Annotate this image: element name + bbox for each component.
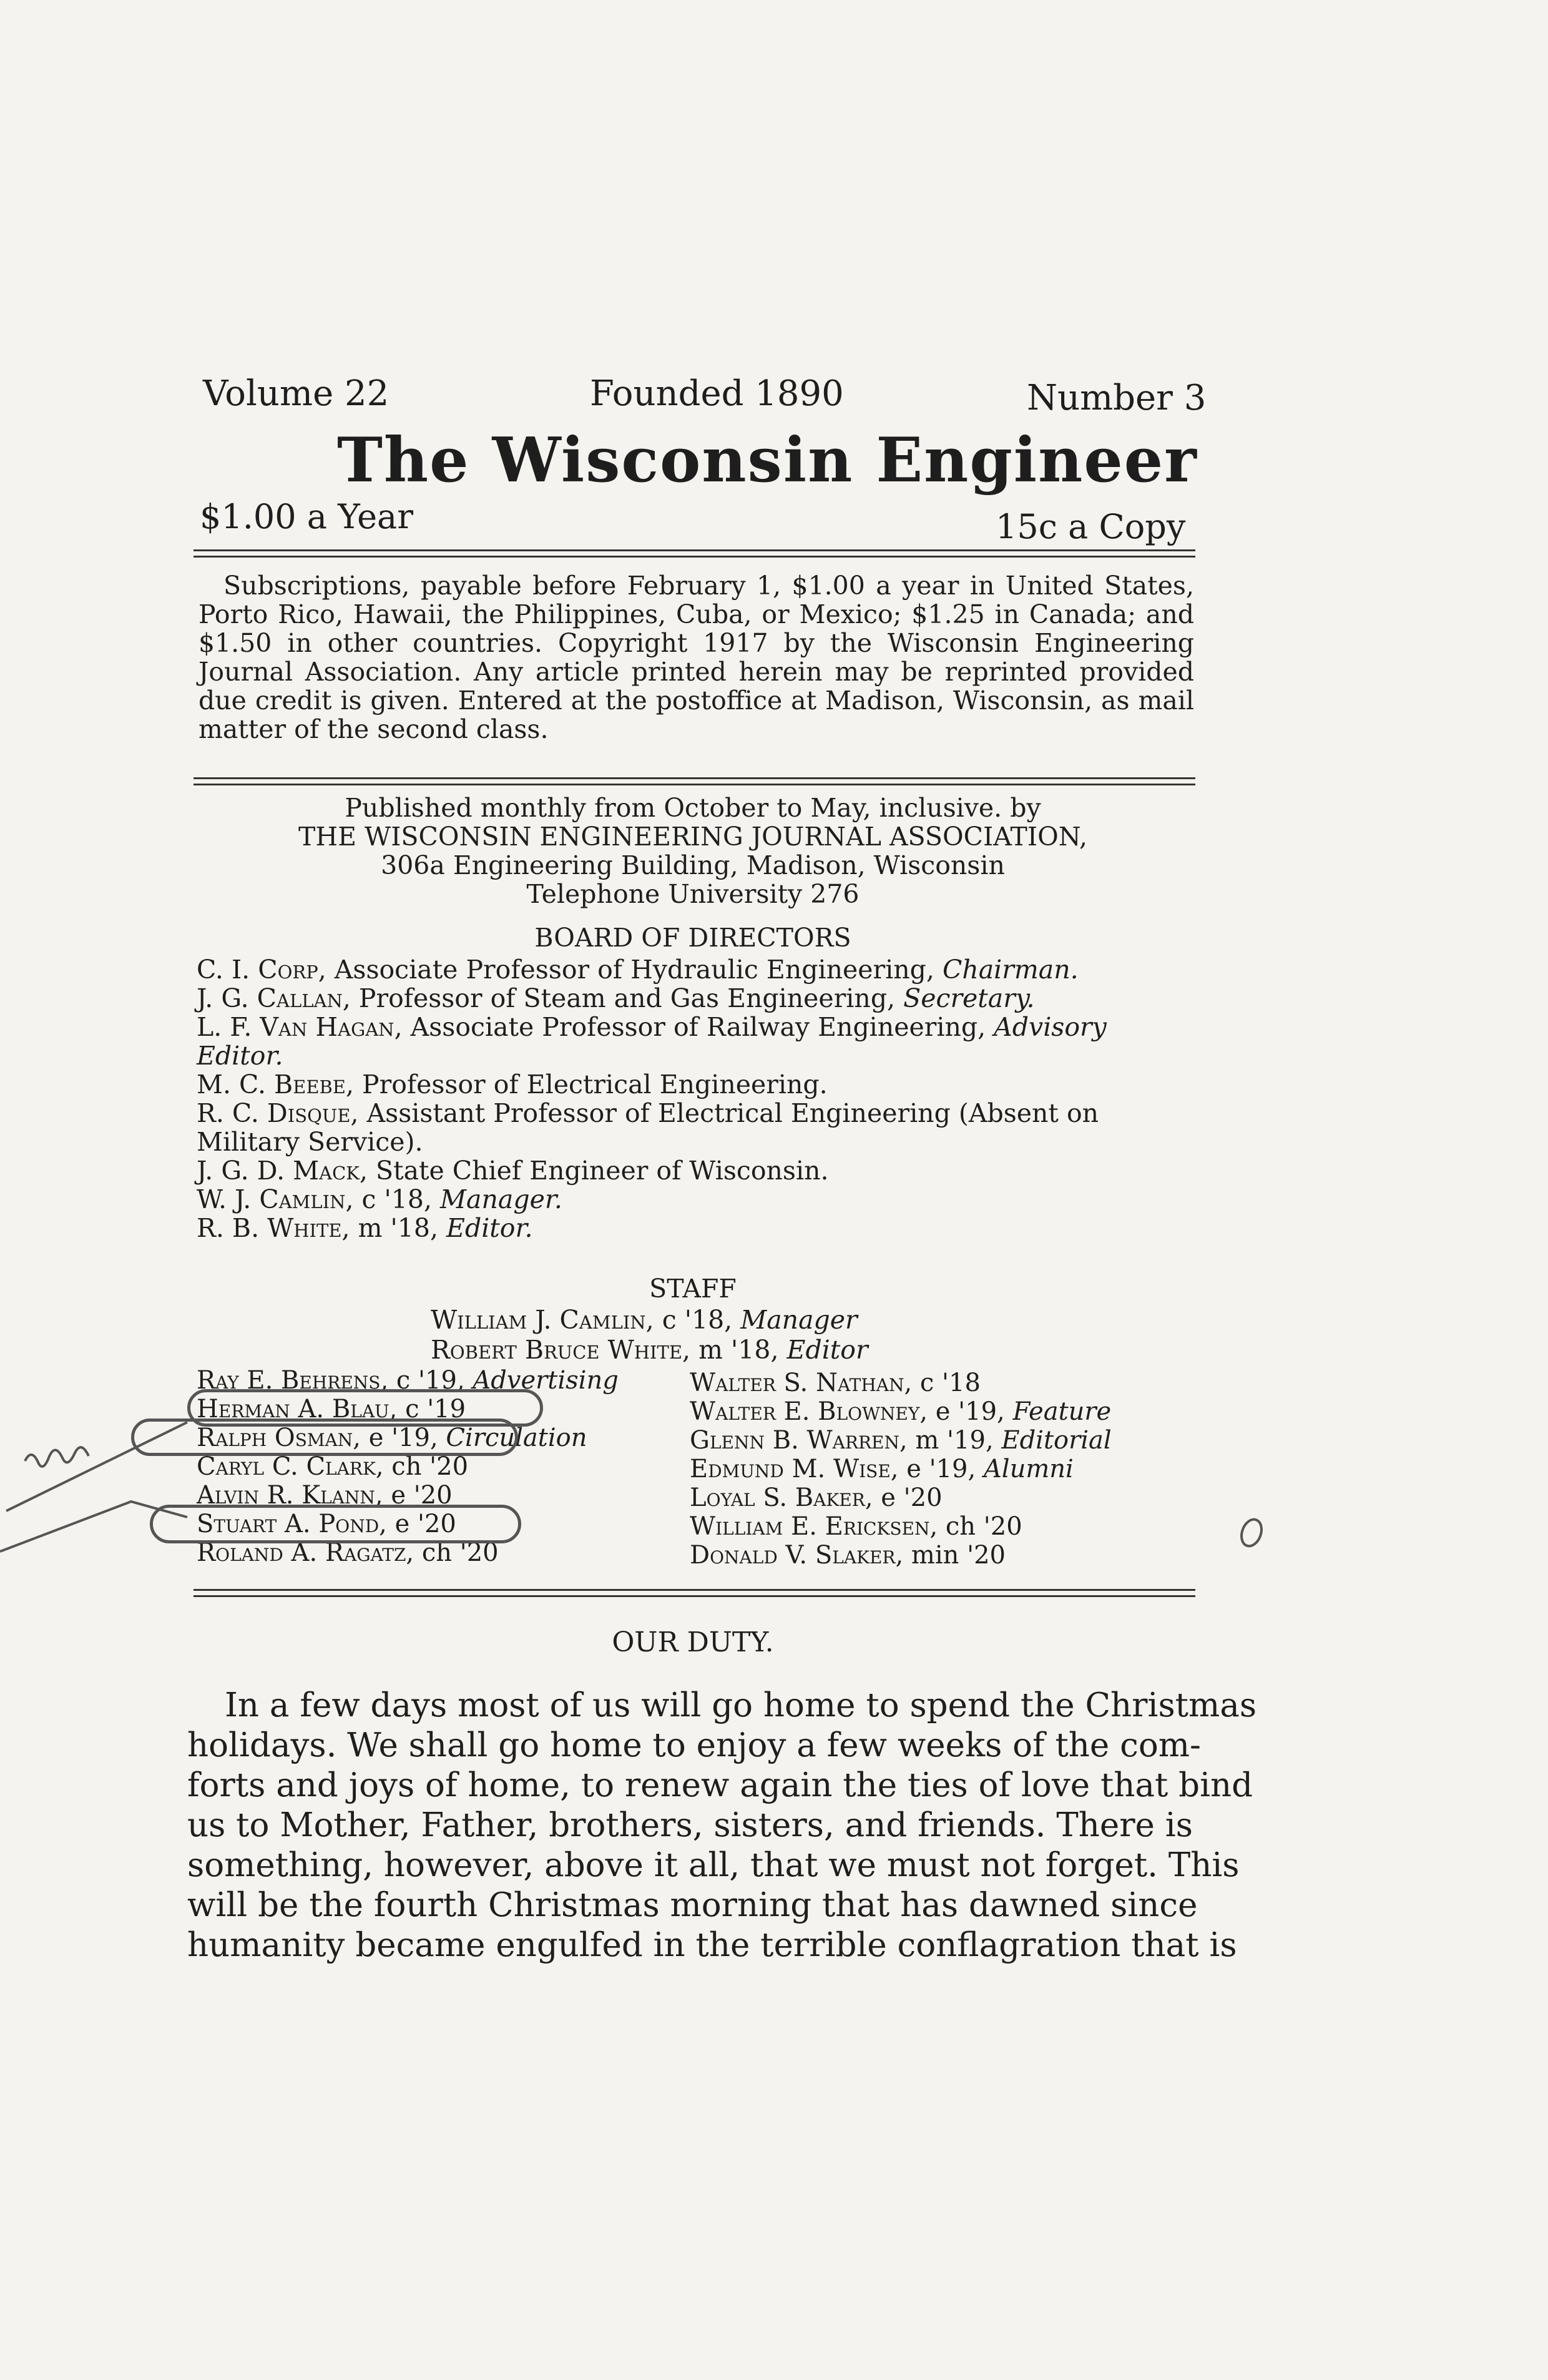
staff-manager: William J. Camlin, c '18, Manager [431, 1305, 858, 1335]
staff-member: Stuart A. Pond, e '20 [197, 1510, 456, 1538]
staff-member: Walter S. Nathan, c '18 [690, 1369, 981, 1397]
founded-label: Founded 1890 [590, 373, 844, 414]
publisher-line-2: THE WISCONSIN ENGINEERING JOURNAL ASSOCIATION, [298, 822, 1087, 852]
publisher-line-3: 306a Engineering Building, Madison, Wisconsin [381, 850, 1005, 880]
staff-member: William E. Ericksen, ch '20 [690, 1512, 1022, 1541]
number-label: Number 3 [1027, 378, 1207, 418]
publisher-line-4: Telephone University 276 [526, 879, 860, 909]
article-body [187, 1686, 1257, 1965]
staff-right-column [690, 1369, 1112, 1570]
pencil-annotation-scribble [0, 1417, 206, 1561]
article-line: us to Mother, Father, brothers, sisters, and friends. There is [187, 1806, 1193, 1844]
article-line: will be the fourth Christmas morning that has dawned since [187, 1886, 1198, 1924]
staff-member: Glenn B. Warren, m '19, Editorial [690, 1426, 1112, 1455]
staff-member: Alvin R. Klann, e '20 [197, 1481, 453, 1510]
masthead-title: The Wisconsin Engineer [337, 425, 1198, 496]
staff-member: Herman A. Blau, c '19 [197, 1395, 466, 1424]
board-member: M. C. Beebe, Professor of Electrical Engineering. [197, 1070, 828, 1099]
pencil-zero-mark [1233, 1514, 1270, 1551]
volume-label: Volume 22 [203, 373, 389, 414]
subscriptions-rule [194, 777, 1195, 785]
price-copy: 15c a Copy [996, 507, 1186, 546]
board-member: L. F. Van Hagan, Associate Professor of Railway Engineering, Advisory Editor. [197, 1012, 1107, 1071]
board-member: W. J. Camlin, c '18, Manager. [197, 1184, 562, 1214]
staff-editor: Robert Bruce White, m '18, Editor [431, 1335, 868, 1365]
board-list [197, 955, 1195, 1242]
article-line: holidays. We shall go home to enjoy a few weeks of the com- [187, 1726, 1201, 1764]
staff-member: Caryl C. Clark, ch '20 [197, 1452, 469, 1481]
staff-member: Roland A. Ragatz, ch '20 [197, 1538, 499, 1567]
board-member: J. G. D. Mack, State Chief Engineer of Wisconsin. [197, 1156, 829, 1186]
board-member: R. B. White, m '18, Editor. [197, 1213, 533, 1243]
staff-member: Ray E. Behrens, c '19, Advertising [197, 1366, 619, 1395]
staff-member: Ralph Osman, e '19, Circulation [197, 1424, 587, 1452]
board-member: R. C. Disque, Assistant Professor of Electrical Engineering (Absent on Military Service). [197, 1098, 1099, 1157]
staff-member: Edmund M. Wise, e '19, Alumni [690, 1455, 1074, 1483]
board-member: J. G. Callan, Professor of Steam and Gas Engineering, Secretary. [197, 983, 1035, 1013]
article-title: OUR DUTY. [612, 1626, 774, 1658]
staff-heading: STAFF [649, 1274, 737, 1304]
subscriptions-paragraph: Subscriptions, payable before February 1, $1.00 a year in United States, Porto Rico, Hawaii, the Philippines, Cuba, or Mexico; $1.25 in Canada; and $1.50 in other countries. Copyright 1917 by the Wisconsin Engineering Journal Association. Any article printed herein may be reprinted provided due credit is given. Entered at the postoffice at Madison, Wisconsin, as mail matter of the second class. [198, 571, 1194, 744]
article-line: humanity became engulfed in the terrible conflagration that is [187, 1926, 1237, 1964]
article-line: In a few days most of us will go home to spend the Christmas [225, 1686, 1257, 1724]
staff-member: Walter E. Blowney, e '19, Feature [690, 1397, 1112, 1426]
staff-rule [194, 1589, 1195, 1597]
board-heading: BOARD OF DIRECTORS [534, 923, 851, 953]
publisher-line-1: Published monthly from October to May, inclusive. by [345, 793, 1041, 823]
board-member: C. I. Corp, Associate Professor of Hydraulic Engineering, Chairman. [197, 955, 1079, 985]
staff-member: Donald V. Slaker, min '20 [690, 1541, 1006, 1570]
masthead-rule [194, 549, 1195, 558]
price-year: $1.00 a Year [200, 497, 414, 536]
article-line: something, however, above it all, that we must not forget. This [187, 1846, 1240, 1884]
article-line: forts and joys of home, to renew again the ties of love that bind [187, 1766, 1253, 1804]
staff-member: Loyal S. Baker, e '20 [690, 1483, 943, 1512]
